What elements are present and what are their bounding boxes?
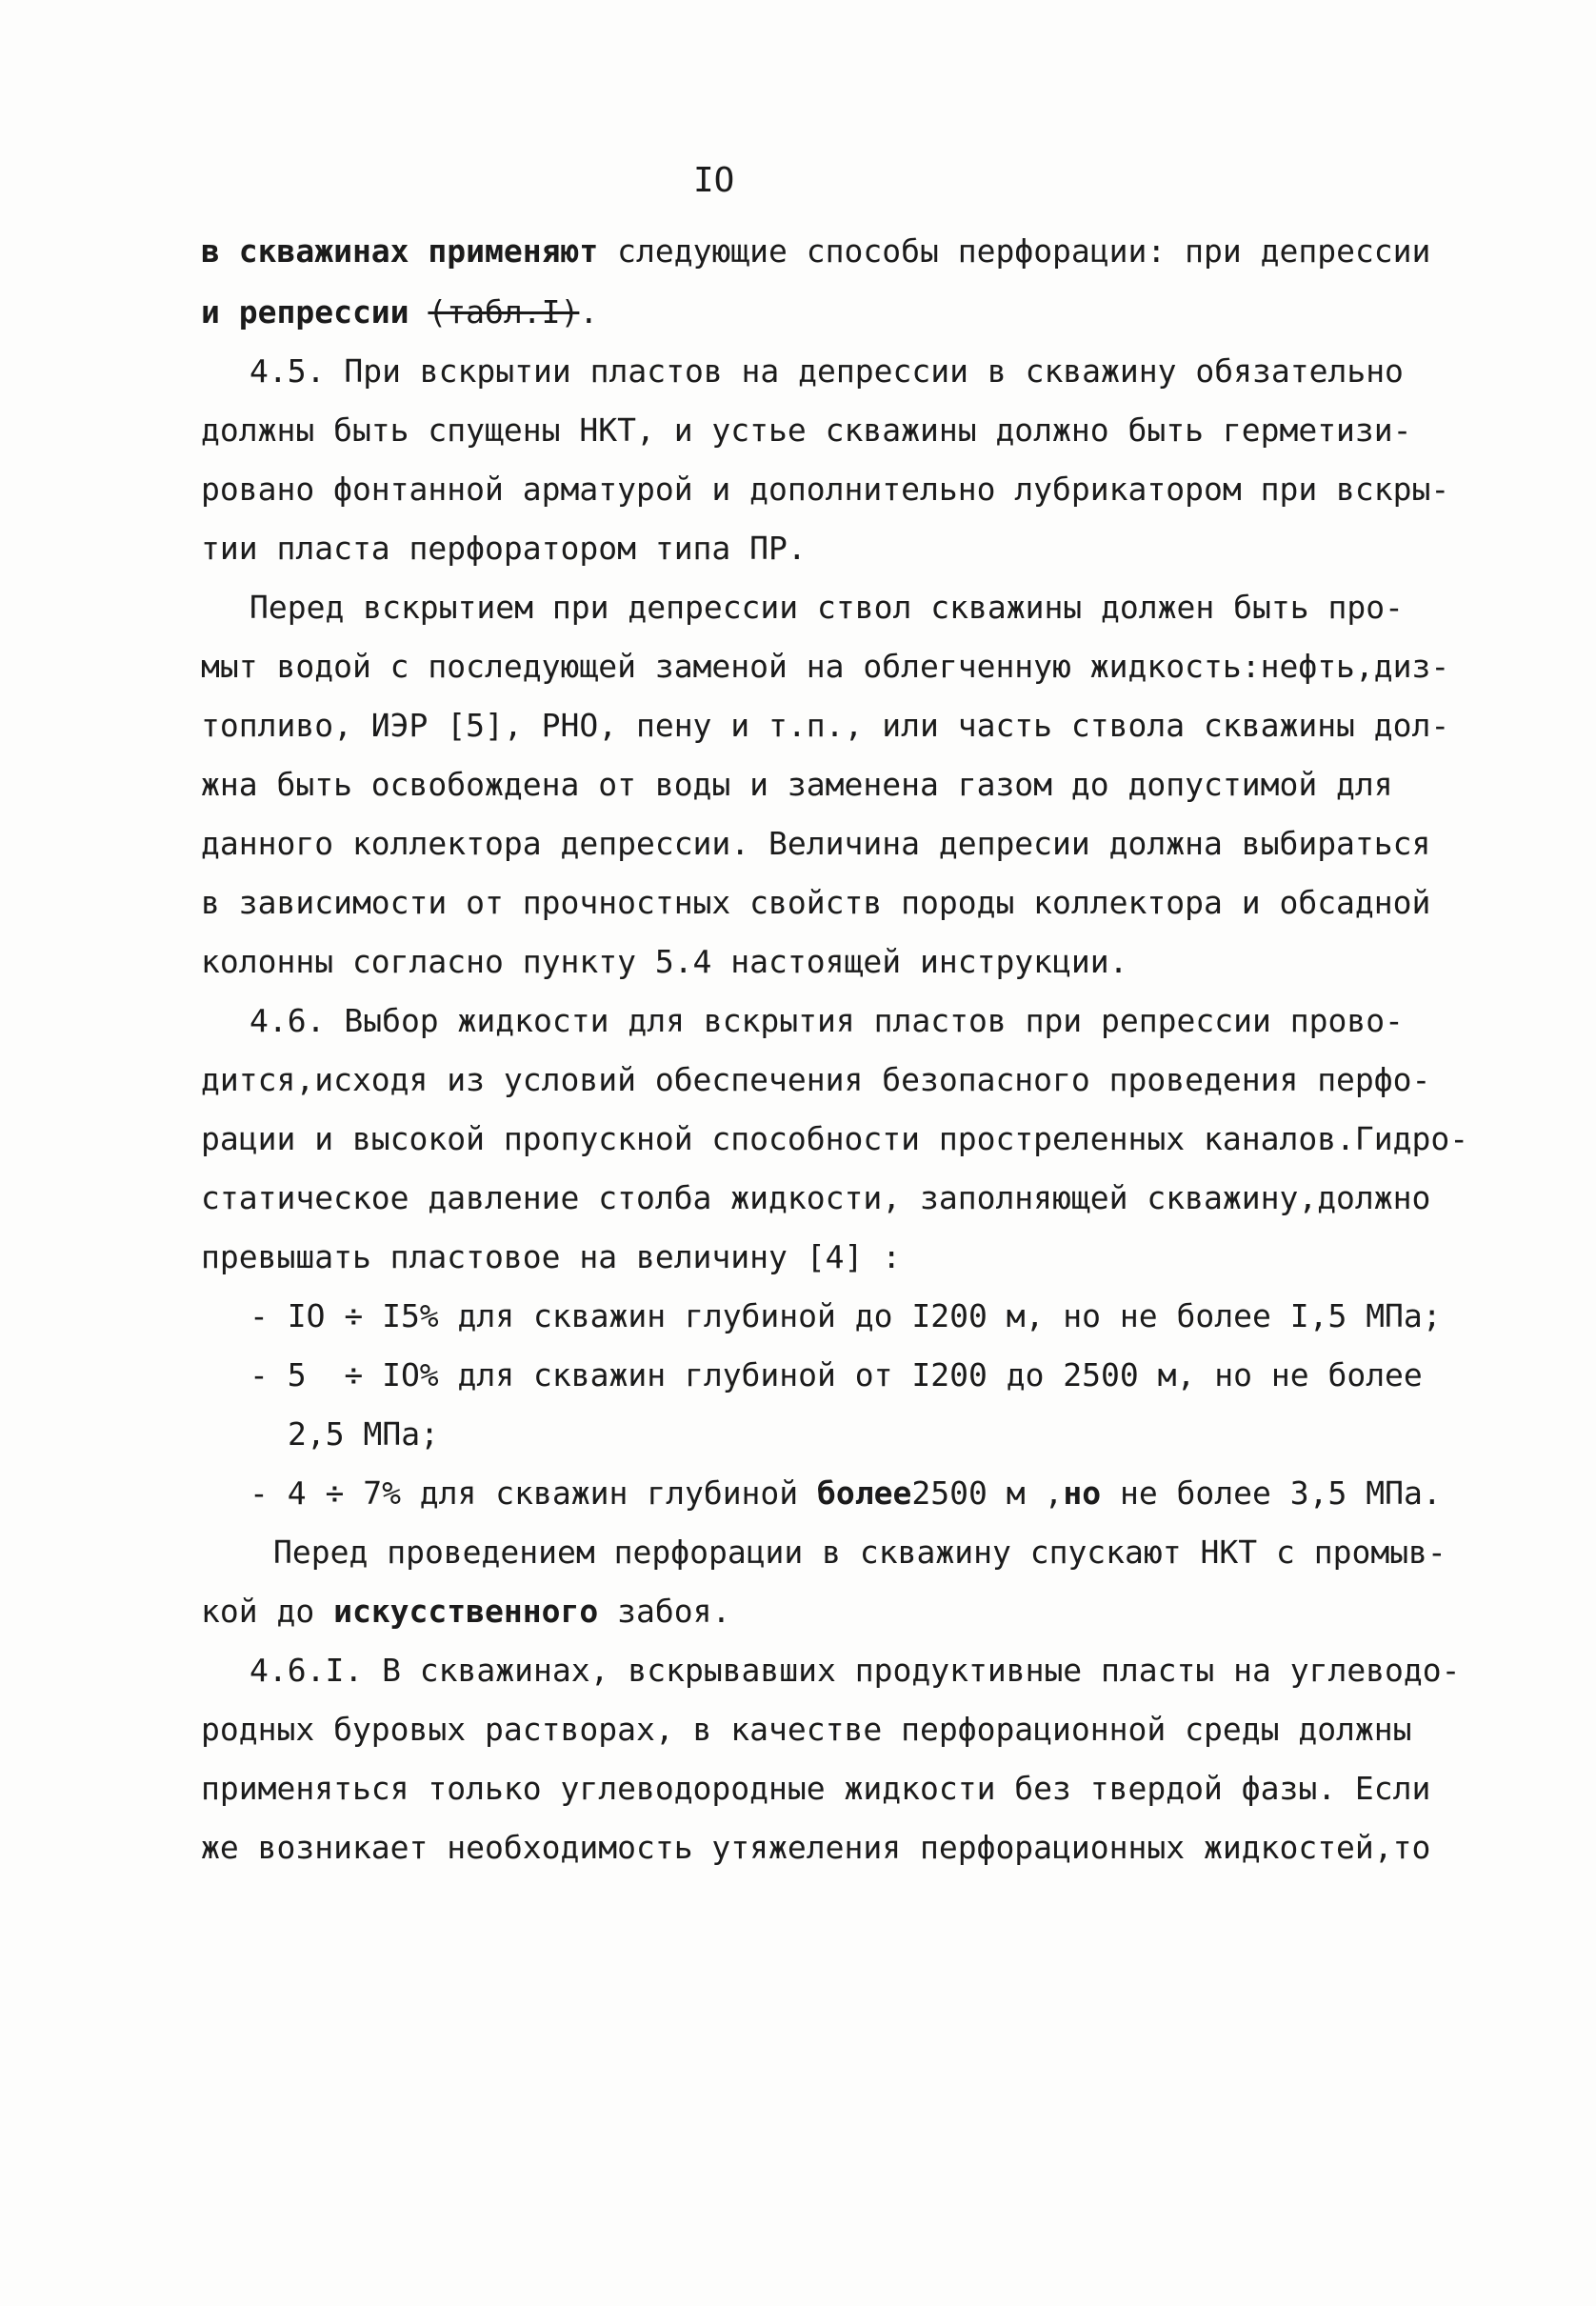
paragraph-4-5-line: тии пласта перфоратором типа ПР.	[201, 530, 807, 567]
paragraph-line	[201, 1593, 731, 1630]
bold-text: в скважинах применяют	[201, 232, 599, 270]
paragraph-4-5-line: 4.5. При вскрытии пластов на депрессии в скважину обязательно	[249, 352, 1404, 390]
paragraph-line: топливо, ИЭР [5], РНО, пену и т.п., или часть ствола скважины дол-	[201, 707, 1450, 744]
text-run: кой до	[201, 1593, 334, 1630]
paragraph-4-6-1-line: 4.6.I. В скважинах, вскрывавших продуктивные пласты на углеводо-	[249, 1652, 1461, 1689]
paragraph-4-6-1-line: же возникает необходимость утяжеления перфорационных жидкостей,то	[201, 1829, 1431, 1866]
bold-text: но	[1063, 1474, 1102, 1512]
bold-text: более	[817, 1474, 912, 1512]
list-item-continuation: 2,5 МПа;	[288, 1415, 439, 1453]
text-run: .	[579, 293, 599, 331]
paragraph-4-6-1-line: применяться только углеводородные жидкости без твердой фазы. Если	[201, 1770, 1431, 1807]
paragraph-line: данного коллектора депрессии. Величина депресии должна выбираться	[201, 825, 1431, 862]
paragraph-line: колонны согласно пункту 5.4 настоящей инструкции.	[201, 943, 1128, 980]
list-item: - IO ÷ I5% для скважин глубиной до I200 м, но не более I,5 МПа;	[249, 1297, 1442, 1334]
list-item: - 5 ÷ IO% для скважин глубиной от I200 до 2500 м, но не более	[249, 1356, 1423, 1394]
text-run: не более 3,5 МПа.	[1101, 1474, 1442, 1512]
paragraph-4-6-line: дится,исходя из условий обеспечения безопасного проведения перфо-	[201, 1061, 1431, 1098]
bold-text: искусственного	[333, 1593, 599, 1630]
paragraph-4-5-line: должны быть спущены НКТ, и устье скважины должно быть герметизи-	[201, 411, 1412, 449]
text-line	[201, 232, 1431, 270]
text-line	[201, 293, 599, 331]
paragraph-4-6-1-line: родных буровых растворах, в качестве перфорационной среды должны	[201, 1711, 1412, 1748]
text-run: забоя.	[598, 1593, 731, 1630]
paragraph-line: в зависимости от прочностных свойств породы коллектора и обсадной	[201, 884, 1431, 921]
page-number: IO	[693, 161, 735, 200]
paragraph-4-6-line: превышать пластовое на величину [4] :	[201, 1238, 902, 1275]
text-run: следующие способы перфорации: при депрессии	[598, 232, 1431, 270]
paragraph-line: мыт водой с последующей заменой на облегченную жидкость:нефть,диз-	[201, 648, 1450, 685]
text-run: 2500 м ,	[911, 1474, 1064, 1512]
paragraph-line: Перед проведением перфорации в скважину спускают НКТ с промыв-	[273, 1534, 1446, 1571]
paragraph-4-6-line: 4.6. Выбор жидкости для вскрытия пластов при репрессии прово-	[249, 1002, 1404, 1039]
paragraph-4-6-line: статическое давление столба жидкости, заполняющей скважину,должно	[201, 1179, 1431, 1216]
bold-text: и репрессии	[201, 293, 429, 331]
list-item	[249, 1474, 1442, 1512]
paragraph-4-6-line: рации и высокой пропускной способности простреленных каналов.Гидро-	[201, 1120, 1469, 1157]
paragraph-line: жна быть освобождена от воды и заменена газом до допустимой для	[201, 766, 1393, 803]
text-run: - 4 ÷ 7% для скважин глубиной	[249, 1474, 818, 1512]
paragraph-line: Перед вскрытием при депрессии ствол скважины должен быть про-	[249, 589, 1404, 626]
struck-text: (табл.I)	[428, 293, 580, 331]
paragraph-4-5-line: ровано фонтанной арматурой и дополнительно лубрикатором при вскры-	[201, 471, 1450, 508]
